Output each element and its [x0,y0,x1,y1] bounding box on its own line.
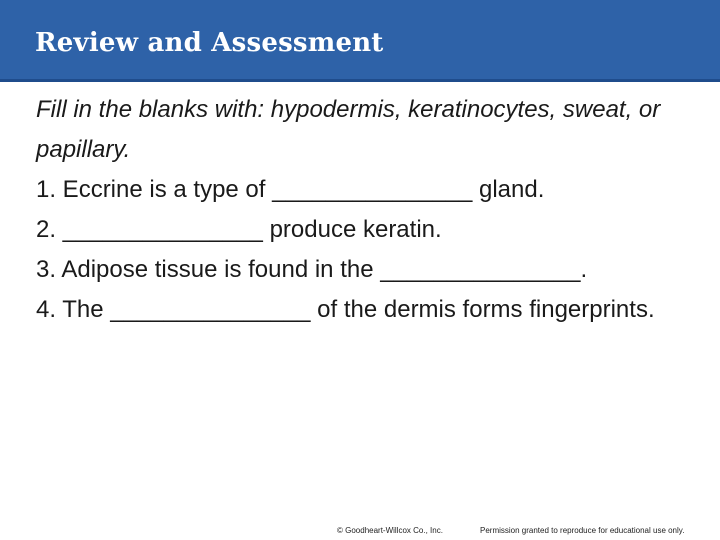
instructions-text: Fill in the blanks with: hypodermis, keratinocytes, sweat, or papillary. [36,96,661,163]
question-item-4: 4. The _______________ of the dermis forms fingerprints. [36,296,655,323]
footer-permission: Permission granted to reproduce for educational use only. [480,526,685,535]
title-bar [0,0,720,82]
slide-body [36,90,706,326]
footer-copyright: © Goodheart-Willcox Co., Inc. [337,526,443,535]
slide-title: Review and Assessment [35,28,384,58]
question-item-1: 1. Eccrine is a type of _______________ gland. [36,176,545,203]
question-item-3: 3. Adipose tissue is found in the _______________. [36,256,588,283]
question-item-2: 2. _______________ produce keratin. [36,216,442,243]
